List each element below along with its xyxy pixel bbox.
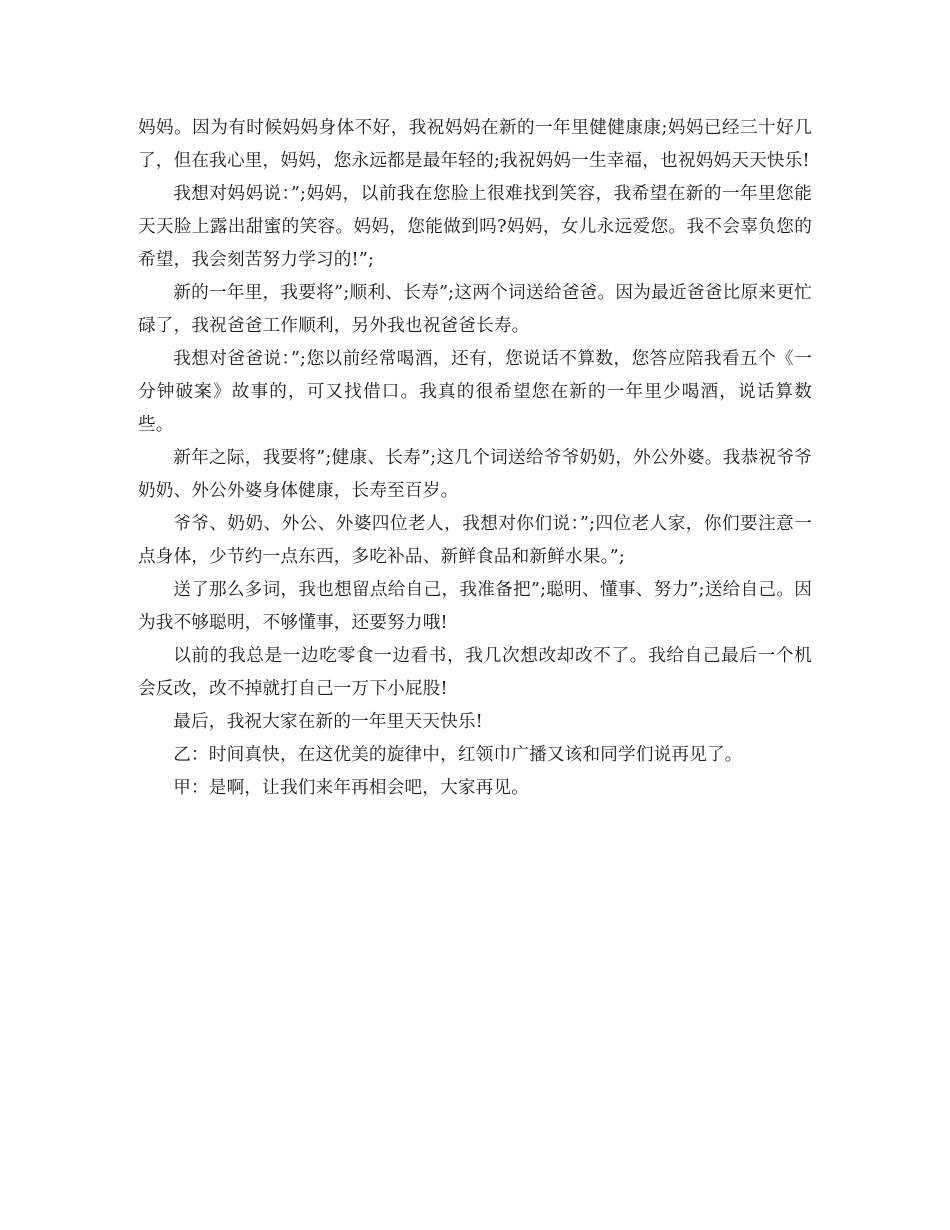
paragraph-6: 爷爷、奶奶、外公、外婆四位老人，我想对你们说：”;四位老人家，你们要注意一点身体，少节约一点东西，多吃补品、新鲜食品和新鲜水果。”; [138,514,812,567]
document-body [138,112,812,805]
paragraph-11: 甲：是啊，让我们来年再相会吧，大家再见。 [173,778,530,798]
paragraph-7: 送了那么多词，我也想留点给自己，我准备把”;聪明、懂事、努力”;送给自己。因为我不够聪明，不够懂事，还要努力哦! [138,580,812,633]
paragraph-2: 我想对妈妈说：”;妈妈，以前我在您脸上很难找到笑容，我希望在新的一年里您能天天脸上露出甜蜜的笑容。妈妈，您能做到吗?妈妈，女儿永远爱您。我不会辜负您的希望，我会刻苦努力学习的!”; [138,184,812,270]
paragraph-5: 新年之际，我要将”;健康、长寿”;这几个词送给爷爷奶奶，外公外婆。我恭祝爷爷奶奶、外公外婆身体健康，长寿至百岁。 [138,448,812,501]
paragraph-1: 妈妈。因为有时候妈妈身体不好，我祝妈妈在新的一年里健健康康;妈妈已经三十好几了，但在我心里，妈妈，您永远都是最年轻的;我祝妈妈一生幸福，也祝妈妈天天快乐! [138,118,812,171]
paragraph-8: 以前的我总是一边吃零食一边看书，我几次想改却改不了。我给自己最后一个机会反改，改不掉就打自己一万下小屁股! [138,646,812,699]
paragraph-10: 乙：时间真快，在这优美的旋律中，红领巾广播又该和同学们说再见了。 [173,745,743,765]
paragraph-4: 我想对爸爸说：”;您以前经常喝酒，还有，您说话不算数，您答应陪我看五个《一分钟破案》故事的，可又找借口。我真的很希望您在新的一年里少喝酒，说话算数些。 [138,349,812,435]
paragraph-3: 新的一年里，我要将”;顺利、长寿”;这两个词送给爸爸。因为最近爸爸比原来更忙碌了，我祝爸爸工作顺利，另外我也祝爸爸长寿。 [138,283,812,336]
paragraph-9: 最后，我祝大家在新的一年里天天快乐! [173,712,483,732]
